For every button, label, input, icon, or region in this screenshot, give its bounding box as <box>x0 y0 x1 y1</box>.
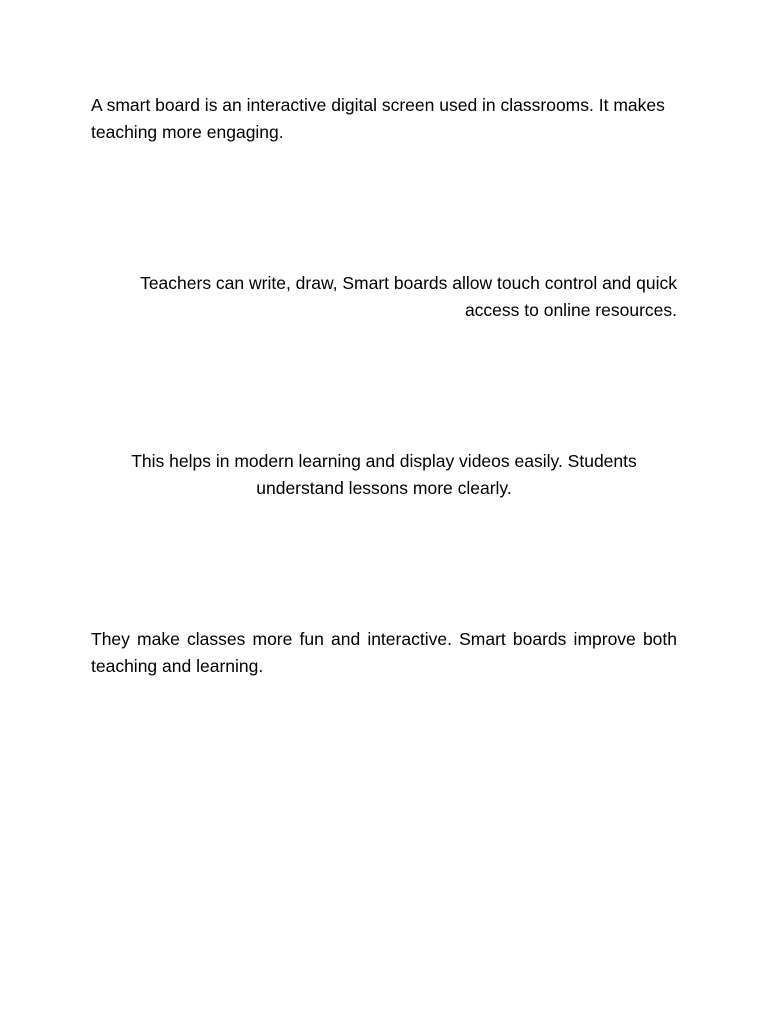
paragraph-center-aligned: This helps in modern learning and display videos easily. Students understand lessons more clearly. <box>131 451 637 498</box>
paragraph-right-aligned: Teachers can write, draw, Smart boards allow touch control and quick access to online resources. <box>140 273 677 320</box>
paragraph-left-aligned: A smart board is an interactive digital screen used in classrooms. It makes teaching more engaging. <box>91 95 665 142</box>
paragraph-justified: They make classes more fun and interactive. Smart boards improve both teaching and learning. <box>91 629 677 676</box>
